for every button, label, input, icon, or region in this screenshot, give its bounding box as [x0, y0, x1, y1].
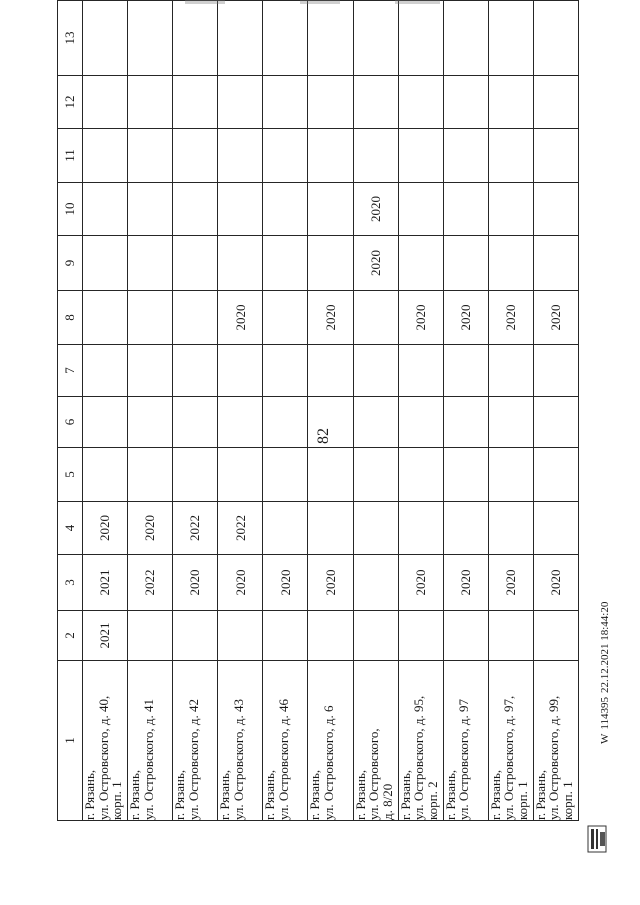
year-cell	[218, 236, 263, 291]
address-line: корп. 1	[560, 781, 576, 820]
year-cell	[128, 1, 173, 76]
year-cell: 2020	[443, 291, 488, 345]
year-cell	[128, 611, 173, 661]
year-cell	[488, 611, 533, 661]
year-cell	[308, 129, 353, 183]
address-line: д. 8/20	[379, 783, 395, 820]
year-cell: 2022	[173, 502, 218, 555]
address-cell	[398, 661, 443, 821]
table-row	[173, 1, 218, 821]
year-cell	[398, 1, 443, 76]
year-cell	[83, 76, 128, 129]
year-cell	[353, 502, 398, 555]
column-header: 13	[58, 1, 83, 76]
year-cell	[263, 183, 308, 236]
year-cell	[173, 1, 218, 76]
table-row	[443, 1, 488, 821]
year-cell	[173, 236, 218, 291]
address-line: ул. Островского, д. 99,	[546, 695, 562, 820]
year-cell	[308, 345, 353, 397]
schedule-table	[57, 0, 579, 821]
year-cell: 2020	[353, 183, 398, 236]
year-cell: 2020	[218, 555, 263, 611]
year-cell	[488, 345, 533, 397]
table-container	[57, 31, 579, 821]
address-cell	[263, 661, 308, 821]
year-cell	[308, 502, 353, 555]
year-cell	[443, 76, 488, 129]
year-cell: 2020	[488, 555, 533, 611]
header-row	[58, 1, 83, 821]
address-line: г. Рязань,	[262, 769, 278, 820]
year-cell	[488, 502, 533, 555]
year-cell: 2020	[533, 555, 578, 611]
scan-artifact	[395, 0, 440, 4]
year-cell: 2020	[218, 291, 263, 345]
column-header: 3	[58, 555, 83, 611]
year-cell	[83, 345, 128, 397]
registry-stamp-icon	[586, 824, 608, 854]
year-cell	[218, 183, 263, 236]
year-cell	[353, 555, 398, 611]
year-cell	[533, 502, 578, 555]
column-header: 6	[58, 397, 83, 448]
column-header: 5	[58, 448, 83, 502]
address-line: г. Рязань,	[172, 769, 188, 820]
year-cell	[173, 291, 218, 345]
address-line: г. Рязань,	[397, 769, 413, 820]
year-cell	[533, 1, 578, 76]
year-cell	[488, 76, 533, 129]
year-cell	[263, 611, 308, 661]
year-cell	[263, 291, 308, 345]
address-line: ул. Островского, д. 95,	[411, 695, 427, 820]
address-line: г. Рязань,	[487, 769, 503, 820]
year-cell	[353, 129, 398, 183]
year-cell	[128, 291, 173, 345]
address-line: г. Рязань,	[352, 769, 368, 820]
scan-artifact	[185, 0, 225, 4]
doc-id: 114395	[599, 697, 611, 730]
address-line: ул. Островского, д. 43	[230, 698, 246, 820]
year-cell	[308, 236, 353, 291]
year-cell: 2020	[128, 502, 173, 555]
year-cell	[488, 129, 533, 183]
year-cell	[398, 236, 443, 291]
column-header: 8	[58, 291, 83, 345]
year-cell	[173, 448, 218, 502]
year-cell	[398, 502, 443, 555]
year-cell: 2022	[218, 502, 263, 555]
address-line: г. Рязань,	[532, 769, 548, 820]
year-cell	[218, 76, 263, 129]
year-cell	[263, 1, 308, 76]
year-cell	[443, 502, 488, 555]
year-cell	[308, 397, 353, 448]
year-cell: 2020	[308, 555, 353, 611]
year-cell	[173, 397, 218, 448]
year-cell	[83, 236, 128, 291]
year-cell	[353, 1, 398, 76]
address-line: корп. 2	[424, 781, 440, 820]
doc-marker: W	[599, 733, 611, 744]
year-cell	[488, 236, 533, 291]
year-cell	[398, 611, 443, 661]
address-line: г. Рязань,	[307, 769, 323, 820]
year-cell	[263, 236, 308, 291]
year-cell	[353, 397, 398, 448]
column-header: 12	[58, 76, 83, 129]
year-cell	[533, 345, 578, 397]
year-cell: 2020	[533, 291, 578, 345]
page-number: 82	[315, 428, 332, 444]
year-cell	[533, 236, 578, 291]
year-cell	[218, 611, 263, 661]
year-cell: 2020	[488, 291, 533, 345]
year-cell	[128, 448, 173, 502]
column-header: 2	[58, 611, 83, 661]
year-cell: 2021	[83, 555, 128, 611]
address-cell	[488, 661, 533, 821]
year-cell: 2020	[443, 555, 488, 611]
address-line: корп. 1	[109, 781, 125, 820]
year-cell	[218, 397, 263, 448]
address-cell	[218, 661, 263, 821]
year-cell	[398, 129, 443, 183]
year-cell	[308, 76, 353, 129]
table-row	[308, 1, 353, 821]
year-cell	[443, 448, 488, 502]
year-cell	[443, 1, 488, 76]
table-row	[398, 1, 443, 821]
address-line: корп. 1	[515, 781, 531, 820]
address-line: ул. Островского, д. 97	[456, 698, 472, 820]
address-line: ул. Островского, д. 42	[185, 698, 201, 820]
doc-timestamp: 22.12.2021 18:44:20	[599, 601, 611, 694]
address-cell	[173, 661, 218, 821]
year-cell	[533, 129, 578, 183]
year-cell	[83, 129, 128, 183]
address-line: ул. Островского, д. 46	[276, 698, 291, 820]
year-cell	[128, 236, 173, 291]
year-cell	[308, 611, 353, 661]
year-cell	[218, 345, 263, 397]
year-cell	[533, 448, 578, 502]
year-cell: 2020	[173, 555, 218, 611]
column-header: 7	[58, 345, 83, 397]
year-cell: 2020	[398, 291, 443, 345]
year-cell	[128, 76, 173, 129]
year-cell	[353, 291, 398, 345]
year-cell	[263, 129, 308, 183]
year-cell	[353, 76, 398, 129]
year-cell	[443, 397, 488, 448]
year-cell	[533, 183, 578, 236]
address-cell	[308, 661, 353, 821]
year-cell	[173, 129, 218, 183]
year-cell	[398, 448, 443, 502]
year-cell	[533, 397, 578, 448]
year-cell	[263, 502, 308, 555]
year-cell	[218, 1, 263, 76]
year-cell	[83, 448, 128, 502]
address-cell	[533, 661, 578, 821]
column-header: 11	[58, 129, 83, 183]
year-cell: 2020	[308, 291, 353, 345]
year-cell	[398, 397, 443, 448]
year-cell	[443, 183, 488, 236]
year-cell: 2020	[83, 502, 128, 555]
year-cell	[263, 345, 308, 397]
address-line: ул. Островского, д. 40,	[95, 695, 111, 820]
year-cell	[83, 397, 128, 448]
column-header: 10	[58, 183, 83, 236]
year-cell	[443, 129, 488, 183]
scan-artifact	[300, 0, 340, 4]
year-cell	[398, 76, 443, 129]
year-cell	[263, 397, 308, 448]
year-cell	[263, 76, 308, 129]
address-cell	[443, 661, 488, 821]
column-header: 1	[58, 661, 83, 821]
table-row	[353, 1, 398, 821]
address-line: г. Рязань,	[217, 769, 233, 820]
year-cell	[128, 129, 173, 183]
year-cell	[533, 611, 578, 661]
year-cell: 2020	[263, 555, 308, 611]
year-cell: 2020	[398, 555, 443, 611]
year-cell	[308, 448, 353, 502]
year-cell	[83, 291, 128, 345]
address-line: г. Рязань,	[127, 769, 143, 820]
year-cell	[353, 345, 398, 397]
year-cell	[488, 183, 533, 236]
year-cell	[173, 611, 218, 661]
table-row	[83, 1, 128, 821]
year-cell	[218, 129, 263, 183]
year-cell	[488, 397, 533, 448]
year-cell	[398, 183, 443, 236]
year-cell	[83, 183, 128, 236]
year-cell	[218, 448, 263, 502]
year-cell	[128, 397, 173, 448]
year-cell	[173, 183, 218, 236]
year-cell	[398, 345, 443, 397]
year-cell: 2021	[83, 611, 128, 661]
year-cell	[128, 183, 173, 236]
year-cell	[128, 345, 173, 397]
document-footer	[596, 554, 614, 744]
year-cell	[308, 1, 353, 76]
address-line: г. Рязань,	[82, 769, 98, 820]
address-cell	[128, 661, 173, 821]
column-header: 9	[58, 236, 83, 291]
year-cell	[173, 345, 218, 397]
address-line: ул. Островского, д. 6	[321, 705, 337, 820]
year-cell	[308, 183, 353, 236]
year-cell	[488, 1, 533, 76]
year-cell	[443, 345, 488, 397]
table-row	[218, 1, 263, 821]
address-line: г. Рязань,	[442, 769, 458, 820]
table-row	[488, 1, 533, 821]
address-cell	[83, 661, 128, 821]
year-cell	[263, 448, 308, 502]
address-line: ул. Островского,	[366, 728, 382, 820]
table-row	[263, 1, 308, 821]
address-line: ул. Островского, д. 41	[140, 698, 156, 820]
year-cell	[488, 448, 533, 502]
year-cell	[83, 1, 128, 76]
table-row	[533, 1, 578, 821]
year-cell	[533, 76, 578, 129]
year-cell: 2020	[353, 236, 398, 291]
year-cell	[443, 236, 488, 291]
year-cell: 2022	[128, 555, 173, 611]
year-cell	[443, 611, 488, 661]
year-cell	[353, 448, 398, 502]
year-cell	[353, 611, 398, 661]
table-row	[128, 1, 173, 821]
year-cell	[173, 76, 218, 129]
address-cell	[353, 661, 398, 821]
address-line: ул. Островского, д. 97,	[501, 695, 517, 820]
column-header: 4	[58, 502, 83, 555]
